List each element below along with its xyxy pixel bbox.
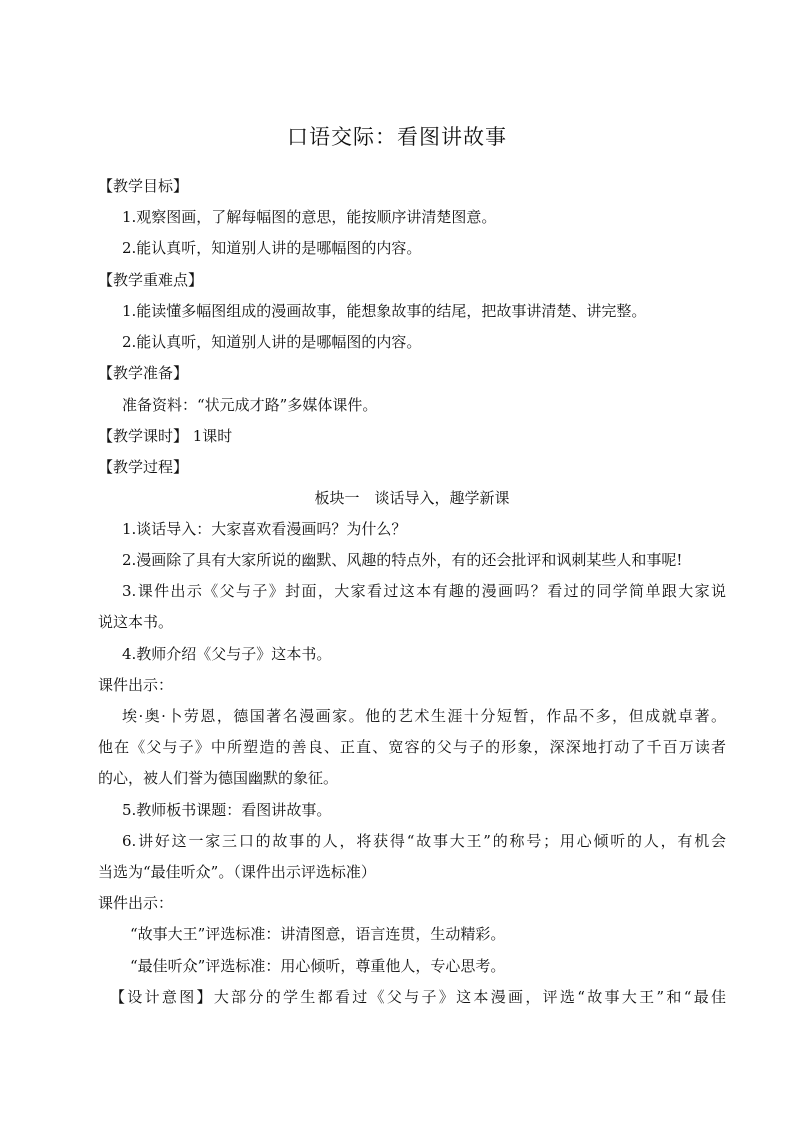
process-step-6-line-1: 6.讲好这一家三口的故事的人，将获得“故事大王”的称号；用心倾听的人，有机会	[122, 832, 726, 850]
preparation-heading: 【教学准备】	[98, 364, 189, 382]
objective-item-1: 1.观察图画，了解每幅图的意思，能按顺序讲清楚图意。	[122, 208, 497, 226]
class-hours: 【教学课时】 1课时	[98, 427, 233, 445]
process-heading: 【教学过程】	[98, 458, 189, 476]
courseware-label-2: 课件出示：	[98, 894, 174, 912]
key-point-item-1: 1.能读懂多幅图组成的漫画故事，能想象故事的结尾，把故事讲清楚、讲完整。	[122, 302, 647, 320]
process-step-3-line-1: 3.课件出示《父与子》封面，大家看过这本有趣的漫画吗？看过的同学简单跟大家说	[122, 582, 726, 600]
process-step-2: 2.漫画除了具有大家所说的幽默、风趣的特点外，有的还会批评和讽刺某些人和事呢!	[122, 551, 683, 569]
key-points-heading: 【教学重难点】	[98, 271, 204, 289]
process-step-6-line-2: 当选为“最佳听众”。（课件出示评选标准）	[98, 863, 376, 881]
preparation-text: 准备资料：“状元成才路”多媒体课件。	[122, 396, 378, 414]
section-title: 板块一 谈话导入，趣学新课	[314, 489, 510, 507]
design-intent-line-1: 【设计意图】大部分的学生都看过《父与子》这本漫画，评选“故事大王”和“最佳	[110, 988, 726, 1006]
document-title: 口语交际：看图讲故事	[287, 125, 507, 149]
intro-line-3: 的心，被人们誉为德国幽默的象征。	[98, 769, 339, 787]
criteria-best-listener: “最佳听众”评选标准：用心倾听，尊重他人，专心思考。	[130, 957, 506, 975]
criteria-story-king: “故事大王”评选标准：讲清图意，语言连贯，生动精彩。	[130, 925, 506, 943]
intro-line-2: 他在《父与子》中所塑造的善良、正直、宽容的父与子的形象，深深地打动了千百万读者	[98, 738, 726, 756]
key-point-item-2: 2.能认真听，知道别人讲的是哪幅图的内容。	[122, 333, 422, 351]
objectives-heading: 【教学目标】	[98, 177, 189, 195]
courseware-label-1: 课件出示：	[98, 676, 174, 694]
process-step-3-line-2: 说这本书。	[98, 613, 174, 631]
process-step-5: 5.教师板书课题：看图讲故事。	[122, 801, 332, 819]
process-step-1: 1.谈话导入：大家喜欢看漫画吗？为什么？	[122, 520, 407, 538]
objective-item-2: 2.能认真听，知道别人讲的是哪幅图的内容。	[122, 239, 422, 257]
intro-line-1: 埃·奥·卜劳恩，德国著名漫画家。他的艺术生涯十分短暂，作品不多，但成就卓著。	[122, 707, 726, 725]
process-step-4: 4.教师介绍《父与子》这本书。	[122, 645, 332, 663]
